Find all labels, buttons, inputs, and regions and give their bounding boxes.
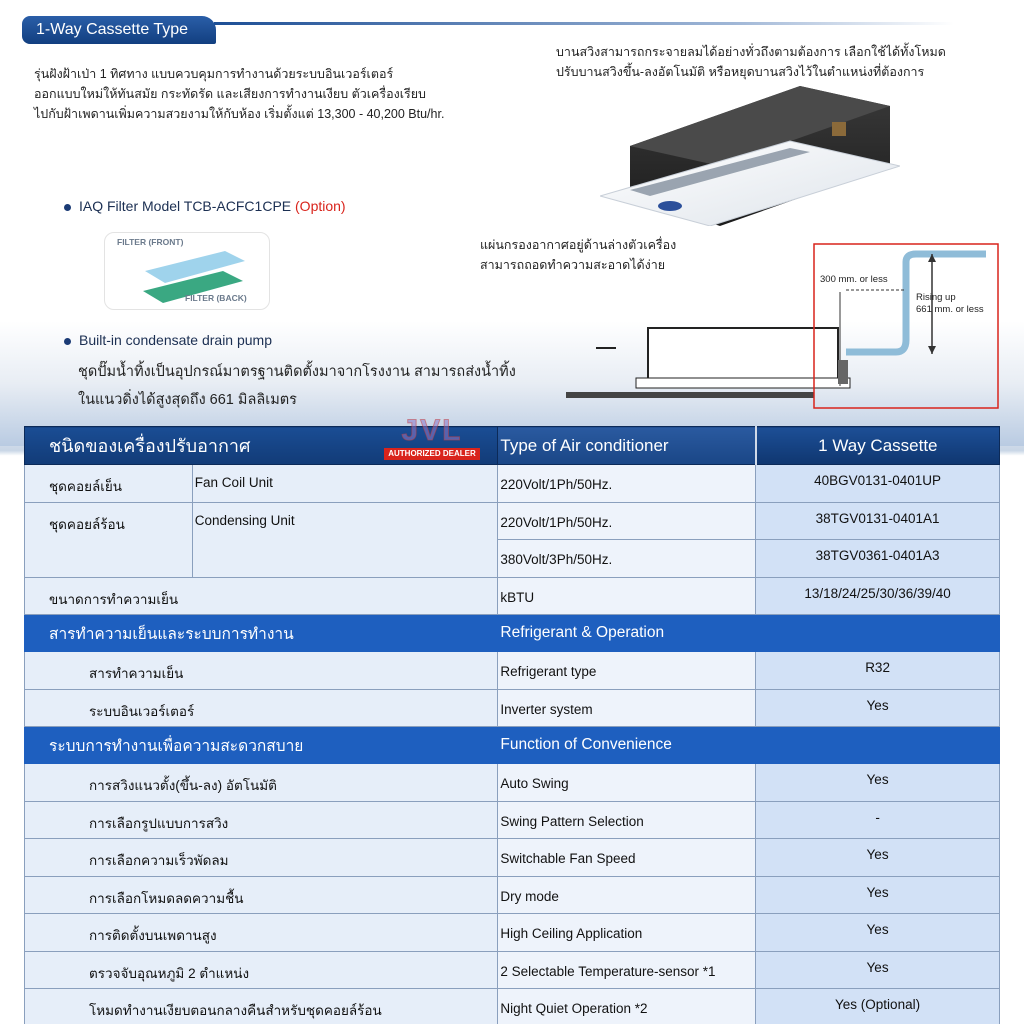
- header-en: Type of Air conditioner: [498, 427, 756, 465]
- table-row: [25, 951, 1000, 989]
- row-th: การเลือกความเร็วพัดลม: [25, 839, 498, 877]
- swing-note: [556, 42, 996, 82]
- swing-note-line: บานสวิงสามารถกระจายลมได้อย่างทั่วถึงตามต้องการ เลือกใช้ได้ทั้งโหมด: [556, 45, 946, 59]
- row-th: ตรวจจับอุณหภูมิ 2 ตำแหน่ง: [25, 951, 498, 989]
- row-unit: Fan Coil Unit: [192, 465, 498, 503]
- row-th: การเลือกโหมดลดความชื้น: [25, 876, 498, 914]
- row-th: สารทำความเย็น: [25, 652, 498, 690]
- table-row: [25, 502, 1000, 540]
- intro-line: รุ่นฝังฝ้าเป่า 1 ทิศทาง แบบควบคุมการทำงานด้วยระบบอินเวอร์เตอร์: [34, 67, 394, 81]
- row-value: Yes: [756, 951, 1000, 989]
- intro-line: ออกแบบใหม่ให้ทันสมัย กระทัดรัด และเสียงการทำงานเงียบ ตัวเครื่องเรียบ: [34, 87, 426, 101]
- row-value: Yes: [756, 689, 1000, 727]
- section-value: [756, 615, 1000, 652]
- row-th: ระบบอินเวอร์เตอร์: [25, 689, 498, 727]
- row-en: 380Volt/3Ph/50Hz.: [498, 540, 756, 578]
- row-value: Yes (Optional): [756, 989, 1000, 1024]
- iaq-filter-title: [64, 198, 346, 214]
- table-row: [25, 839, 1000, 877]
- row-th: ชุดคอยล์ร้อน: [25, 502, 193, 577]
- intro-text: [34, 64, 504, 124]
- swing-note-line: ปรับบานสวิงขึ้น-ลงอัตโนมัติ หรือหยุดบานสวิงไว้ในตำแหน่งที่ต้องการ: [556, 65, 925, 79]
- table-row: [25, 801, 1000, 839]
- filter-front-label: FILTER (FRONT): [117, 237, 184, 247]
- iaq-filter-model: IAQ Filter Model TCB-ACFC1CPE: [79, 198, 292, 214]
- table-header: [25, 427, 1000, 465]
- bullet-icon: [64, 338, 71, 345]
- filter-note-line: แผ่นกรองอากาศอยู่ด้านล่างตัวเครื่อง: [480, 238, 677, 252]
- row-value: R32: [756, 652, 1000, 690]
- row-en: 2 Selectable Temperature-sensor *1: [498, 951, 756, 989]
- intro-line: ไปกับฝ้าเพดานเพิ่มความสวยงามให้กับห้อง เริ่มตั้งแต่ 13,300 - 40,200 Btu/hr.: [34, 107, 445, 121]
- header-th: ชนิดของเครื่องปรับอากาศ: [25, 427, 498, 465]
- row-unit: Condensing Unit: [192, 502, 498, 577]
- row-th: ขนาดการทำความเย็น: [25, 577, 498, 615]
- section-convenience: [25, 727, 1000, 764]
- pump-title-text: Built-in condensate drain pump: [79, 332, 273, 348]
- row-th: ชุดคอยล์เย็น: [25, 465, 193, 503]
- table-row: [25, 914, 1000, 952]
- row-en: Auto Swing: [498, 764, 756, 802]
- page-title: 1-Way Cassette Type: [22, 16, 216, 44]
- option-label: (Option): [295, 198, 346, 214]
- row-value: 38TGV0361-0401A3: [756, 540, 1000, 578]
- row-th: การสวิงแนวตั้ง(ขึ้น-ลง) อัตโนมัติ: [25, 764, 498, 802]
- row-en: kBTU: [498, 577, 756, 615]
- spec-table: [24, 426, 1000, 1024]
- row-en: Switchable Fan Speed: [498, 839, 756, 877]
- row-en: Dry mode: [498, 876, 756, 914]
- row-th: โหมดทำงานเงียบตอนกลางคืนสำหรับชุดคอยล์ร้อน: [25, 989, 498, 1024]
- bullet-icon: [64, 204, 71, 211]
- row-th: การติดตั้งบนเพดานสูง: [25, 914, 498, 952]
- row-en: Night Quiet Operation *2: [498, 989, 756, 1024]
- row-en: Refrigerant type: [498, 652, 756, 690]
- row-en: Swing Pattern Selection: [498, 801, 756, 839]
- filter-image: [104, 232, 270, 310]
- row-en: 220Volt/1Ph/50Hz.: [498, 465, 756, 503]
- dim-vertical-label-2: 661 mm. or less: [916, 304, 984, 315]
- pump-desc-line: ในแนวดิ่งได้สูงสุดถึง 661 มิลลิเมตร: [78, 392, 297, 408]
- pump-title: [64, 332, 272, 348]
- filter-note-line: สามารถถอดทำความสะอาดได้ง่าย: [480, 258, 666, 272]
- table-row: [25, 989, 1000, 1024]
- row-th: การเลือกรูปแบบการสวิง: [25, 801, 498, 839]
- row-value: -: [756, 801, 1000, 839]
- dim-vertical-label-1: Rising up: [916, 292, 956, 303]
- filter-back-label: FILTER (BACK): [185, 293, 247, 303]
- section-value: [756, 727, 1000, 764]
- table-row: [25, 652, 1000, 690]
- title-rule: [214, 22, 954, 25]
- jvl-logo-sub: AUTHORIZED DEALER: [384, 448, 480, 460]
- table-row: [25, 876, 1000, 914]
- header-value: 1 Way Cassette: [756, 427, 1000, 465]
- row-value: Yes: [756, 876, 1000, 914]
- section-en: Refrigerant & Operation: [498, 615, 756, 652]
- row-en: Inverter system: [498, 689, 756, 727]
- row-value: Yes: [756, 914, 1000, 952]
- table-row: [25, 689, 1000, 727]
- cassette-unit-image: [600, 86, 900, 226]
- pump-description: [78, 358, 516, 414]
- section-th: สารทำความเย็นและระบบการทำงาน: [25, 615, 498, 652]
- pump-desc-line: ชุดปั๊มน้ำทิ้งเป็นอุปกรณ์มาตรฐานติดตั้งมาจากโรงงาน สามารถส่งน้ำทิ้ง: [78, 364, 516, 380]
- row-value: 40BGV0131-0401UP: [756, 465, 1000, 503]
- table-row: [25, 577, 1000, 615]
- row-value: 38TGV0131-0401A1: [756, 502, 1000, 540]
- table-row: [25, 764, 1000, 802]
- row-value: 13/18/24/25/30/36/39/40: [756, 577, 1000, 615]
- row-value: Yes: [756, 839, 1000, 877]
- dim-horizontal-label: 300 mm. or less: [820, 274, 888, 285]
- jvl-logo-text: JVL: [401, 414, 463, 447]
- drain-pipe-diagram: [566, 240, 1002, 410]
- section-refrigerant: [25, 615, 1000, 652]
- section-th: ระบบการทำงานเพื่อความสะดวกสบาย: [25, 727, 498, 764]
- jvl-dealer-logo: [384, 414, 480, 468]
- row-en: 220Volt/1Ph/50Hz.: [498, 502, 756, 540]
- row-value: Yes: [756, 764, 1000, 802]
- section-en: Function of Convenience: [498, 727, 756, 764]
- table-row: [25, 465, 1000, 503]
- row-en: High Ceiling Application: [498, 914, 756, 952]
